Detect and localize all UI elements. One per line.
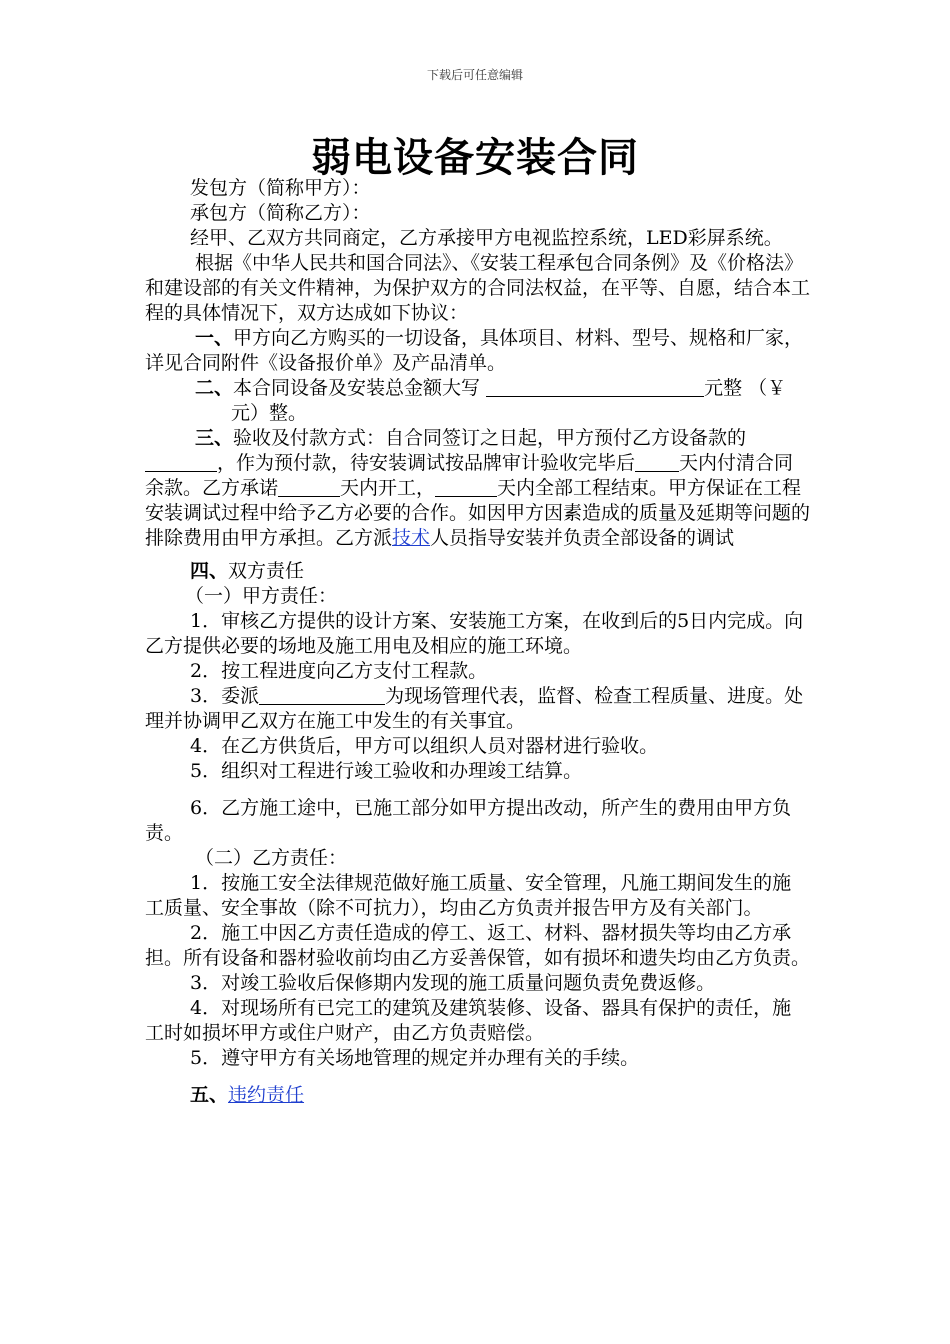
section-4-heading (145, 559, 810, 584)
tech-link[interactable]: 技术 (392, 527, 431, 549)
clause-2-text-a: 本合同设备及安装总金额大写 (233, 377, 487, 399)
clause-2 (145, 376, 810, 426)
clause-2-text-c: 元）整。 (231, 402, 308, 424)
intro-paragraph: 经甲、乙双方共同商定，乙方承接甲方电视监控系统，LED彩屏系统。 (190, 227, 783, 249)
settlement-days-blank[interactable] (635, 453, 679, 472)
total-amount-blank[interactable] (486, 378, 704, 397)
party-b-item-3: 3．对竣工验收后保修期内发现的施工质量问题负责免费返修。 (190, 972, 716, 994)
document-body (145, 176, 810, 1108)
section-4-head: 四、 (190, 560, 229, 582)
clause-3-head: 三、 (195, 427, 234, 449)
party-a-item-1: 1．审核乙方提供的设计方案、安装施工方案，在收到后的5日内完成。向乙方提供必要的场地及施工用电及相应的施工环境。 (145, 610, 804, 657)
party-b-item-4: 4．对现场所有已完工的建筑及建筑装修、设备、器具有保护的责任，施工时如损坏甲方或住户财产，由乙方负责赔偿。 (145, 997, 792, 1044)
breach-liability-link[interactable]: 违约责任 (228, 1084, 305, 1106)
party-a-item-3-rest: 为现场管理代表，监督、检查工程质量、进度。处理并协调甲乙双方在施工中发生的有关事宜。 (145, 685, 804, 732)
clause-3-t1: 验收及付款方式：自合同签订之日起，甲方预付乙方设备款的 (233, 427, 747, 449)
party-a-line: 发包方（简称甲方）： (190, 177, 371, 199)
clause-3-t6: 人员指导安装并负责全部设备的调试 (430, 527, 735, 549)
party-a-item-3-lead: 3．委派 (190, 685, 260, 707)
clause-3-t5: 天内全部工程结束。甲方保证在工程安装调试过程中给予乙方必要的合作。如因甲方因素造成的质量及延期等问题的排除费用由甲方承担。乙方派 (145, 477, 811, 549)
party-a-item-4: 4．在乙方供货后，甲方可以组织人员对器材进行验收。 (190, 735, 659, 757)
clause-3-t4: 天内开工， (340, 477, 436, 499)
section-5-head: 五、 (190, 1084, 229, 1106)
party-a-item-2: 2．按工程进度向乙方支付工程款。 (190, 660, 488, 682)
party-b-item-2: 2．施工中因乙方责任造成的停工、返工、材料、器材损失等均由乙方承担。所有设备和器材验收前均由乙方妥善保管，如有损坏和遗失均由乙方负责。 (145, 922, 811, 969)
party-b-item-5: 5．遵守甲方有关场地管理的规定并办理有关的手续。 (190, 1047, 640, 1069)
finish-days-blank[interactable] (435, 478, 497, 497)
party-b-item-1: 1．按施工安全法律规范做好施工质量、安全管理，凡施工期间发生的施工质量、安全事故（除不可抗力），均由乙方负责并报告甲方及有关部门。 (145, 872, 792, 919)
section-4-title: 双方责任 (228, 560, 305, 582)
section-5-heading (145, 1083, 810, 1108)
clause-2-text-b: 元整 （￥ (704, 377, 787, 399)
party-a-item-5: 5．组织对工程进行竣工验收和办理竣工结算。 (190, 760, 583, 782)
party-a-item-3 (145, 684, 810, 734)
clause-2-head: 二、 (195, 377, 234, 399)
party-b-line: 承包方（简称乙方）： (190, 202, 371, 224)
representative-blank[interactable] (259, 686, 385, 705)
clause-3-t2: ，作为预付款，待安装调试按品牌审计验收完毕后 (217, 452, 636, 474)
clause-1-head: 一、 (195, 327, 234, 349)
clause-1 (145, 326, 810, 376)
party-a-duties-title: （一）甲方责任： (185, 585, 338, 607)
party-b-duties-title: （二）乙方责任： (195, 847, 348, 869)
start-days-blank[interactable] (278, 478, 340, 497)
document-title: 弱电设备安装合同 (311, 134, 639, 181)
header-note: 下载后可任意编辑 (426, 68, 523, 82)
basis-paragraph: 根据《中华人民共和国合同法》、《安装工程承包合同条例》及《价格法》和建设部的有关文件精神，为保护双方的合同法权益，在平等、自愿，结合本工程的具体情况下，双方达成如下协议： (145, 252, 811, 324)
clause-3-t3: 天内付清合同余款。乙方承诺 (145, 452, 794, 499)
clause-3 (145, 426, 810, 551)
party-a-item-6: 6．乙方施工途中，已施工部分如甲方提出改动，所产生的费用由甲方负责。 (145, 797, 792, 844)
prepayment-blank[interactable] (145, 453, 217, 472)
clause-1-text: 甲方向乙方购买的一切设备，具体项目、材料、型号、规格和厂家，详见合同附件《设备报价单》及产品清单。 (145, 327, 804, 374)
